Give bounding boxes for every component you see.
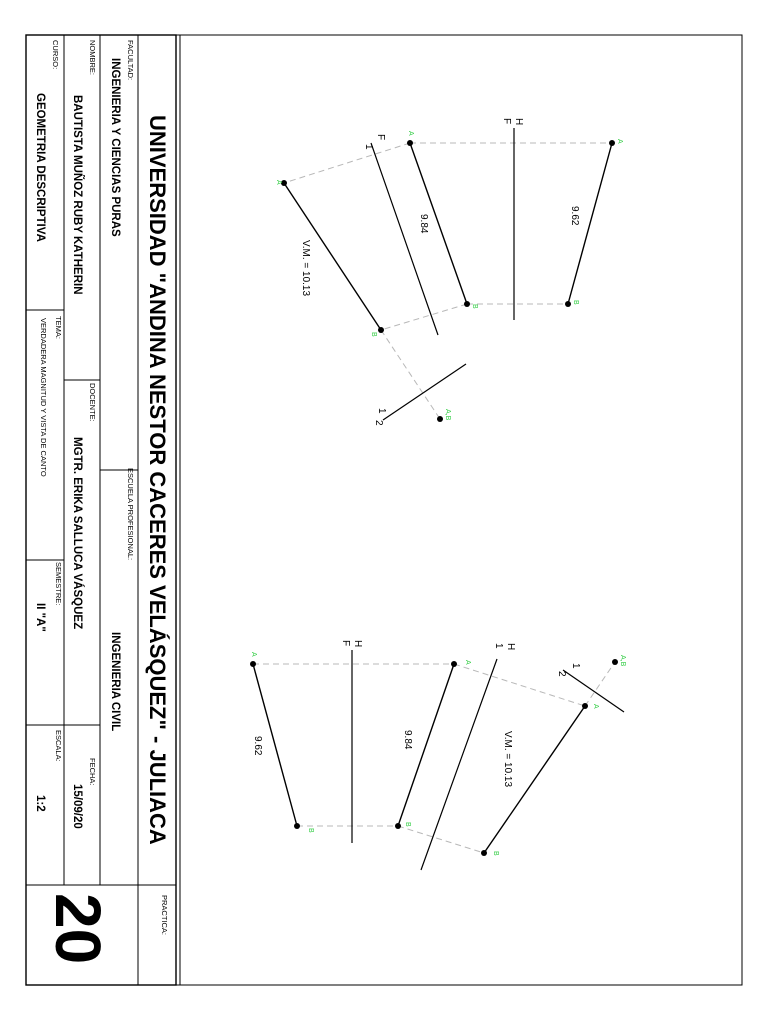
- fold-label: F: [501, 118, 512, 125]
- fold-label: H: [352, 640, 363, 648]
- point-label: B: [404, 822, 411, 827]
- curso-value: GEOMETRIA DESCRIPTIVA: [34, 93, 46, 242]
- fold-label: 1: [570, 663, 581, 669]
- facultad-label: FACULTAD:: [126, 40, 135, 81]
- point: [481, 850, 487, 856]
- fecha-value: 15/09/20: [71, 784, 83, 829]
- point: [464, 301, 470, 307]
- projector: [284, 143, 410, 183]
- point-label: B: [307, 828, 314, 833]
- point: [378, 327, 384, 333]
- tema-value: VERDADERA MAGNITUD Y VISTA DE CANTO: [39, 318, 48, 477]
- point-label: B: [370, 332, 377, 337]
- point: [395, 823, 401, 829]
- segment-true-length: [484, 706, 585, 853]
- nombre-label: NOMBRE:: [88, 40, 97, 76]
- segment-true-length: [284, 183, 381, 330]
- point-label: A,B: [444, 409, 451, 421]
- point-label: A: [275, 180, 282, 185]
- fold-label: F: [375, 134, 386, 141]
- fold-line-12: [383, 364, 466, 420]
- projector: [585, 662, 615, 706]
- fold-label: F: [340, 640, 351, 647]
- fold-label: 2: [373, 420, 384, 426]
- fold-label: 1: [376, 408, 387, 414]
- dim-label: V.M. = 10.13: [300, 240, 311, 297]
- facultad-value: INGENIERIA Y CIENCIAS PURAS: [109, 58, 121, 237]
- drawing-bottom: [250, 640, 626, 870]
- point-label: A,B: [619, 655, 626, 667]
- fold-label: H: [505, 643, 516, 651]
- projector: [398, 826, 484, 853]
- point: [612, 659, 618, 665]
- point-label: B: [492, 851, 499, 856]
- point: [565, 301, 571, 307]
- semestre-label: SEMESTRE:: [54, 562, 63, 606]
- point: [437, 416, 443, 422]
- point: [609, 140, 615, 146]
- escala-label: ESCALA:: [54, 730, 63, 762]
- fold-label: 2: [556, 671, 567, 677]
- fold-label: H: [513, 118, 524, 126]
- projector: [381, 304, 467, 330]
- point: [582, 703, 588, 709]
- dim-label: 9.62: [569, 206, 580, 226]
- projector: [381, 330, 440, 419]
- dim-label: V.M. = 10.13: [502, 731, 513, 788]
- drawing-area-border: [180, 35, 742, 985]
- dim-label: 9.84: [402, 730, 413, 750]
- point: [294, 823, 300, 829]
- docente-label: DOCENTE:: [88, 383, 97, 422]
- point: [250, 661, 256, 667]
- point-label: B: [572, 300, 579, 305]
- point-label: A: [616, 139, 623, 144]
- fold-line-h1: [421, 659, 497, 870]
- dim-label: 9.84: [418, 214, 429, 234]
- point-label: A: [464, 660, 471, 665]
- tema-label: TEMA:: [54, 316, 63, 339]
- dim-label: 9.62: [252, 736, 263, 756]
- docente-value: MGTR. ERIKA SALLUCA VÁSQUEZ: [71, 437, 83, 630]
- point: [407, 140, 413, 146]
- fold-label: 1: [493, 643, 504, 649]
- practica-number: 20: [42, 893, 114, 965]
- point-label: A: [407, 131, 414, 136]
- nombre-value: BAUTISTA MUÑOZ RUBY KATHERIN: [71, 95, 83, 295]
- university-title: UNIVERSIDAD "ANDINA NESTOR CACERES VELÁSQUEZ" - JULIACA: [145, 115, 170, 845]
- fecha-label: FECHA:: [88, 758, 97, 786]
- drawing-top: [275, 118, 623, 426]
- fold-label: 1: [363, 144, 374, 150]
- point-label: B: [471, 304, 478, 309]
- escala-value: 1:2: [34, 795, 46, 812]
- escuela-value: INGENIERIA CIVIL: [109, 632, 121, 732]
- point-label: A: [250, 652, 257, 657]
- point-label: A: [592, 704, 599, 709]
- practica-label: PRACTICA:: [160, 895, 169, 936]
- fold-line-f1: [371, 143, 438, 335]
- title-block: [26, 35, 176, 985]
- point: [451, 661, 457, 667]
- escuela-label: ESCUELA PROFESIONAL:: [126, 468, 135, 561]
- curso-label: CURSO:: [51, 40, 60, 70]
- semestre-value: II "A": [34, 603, 46, 632]
